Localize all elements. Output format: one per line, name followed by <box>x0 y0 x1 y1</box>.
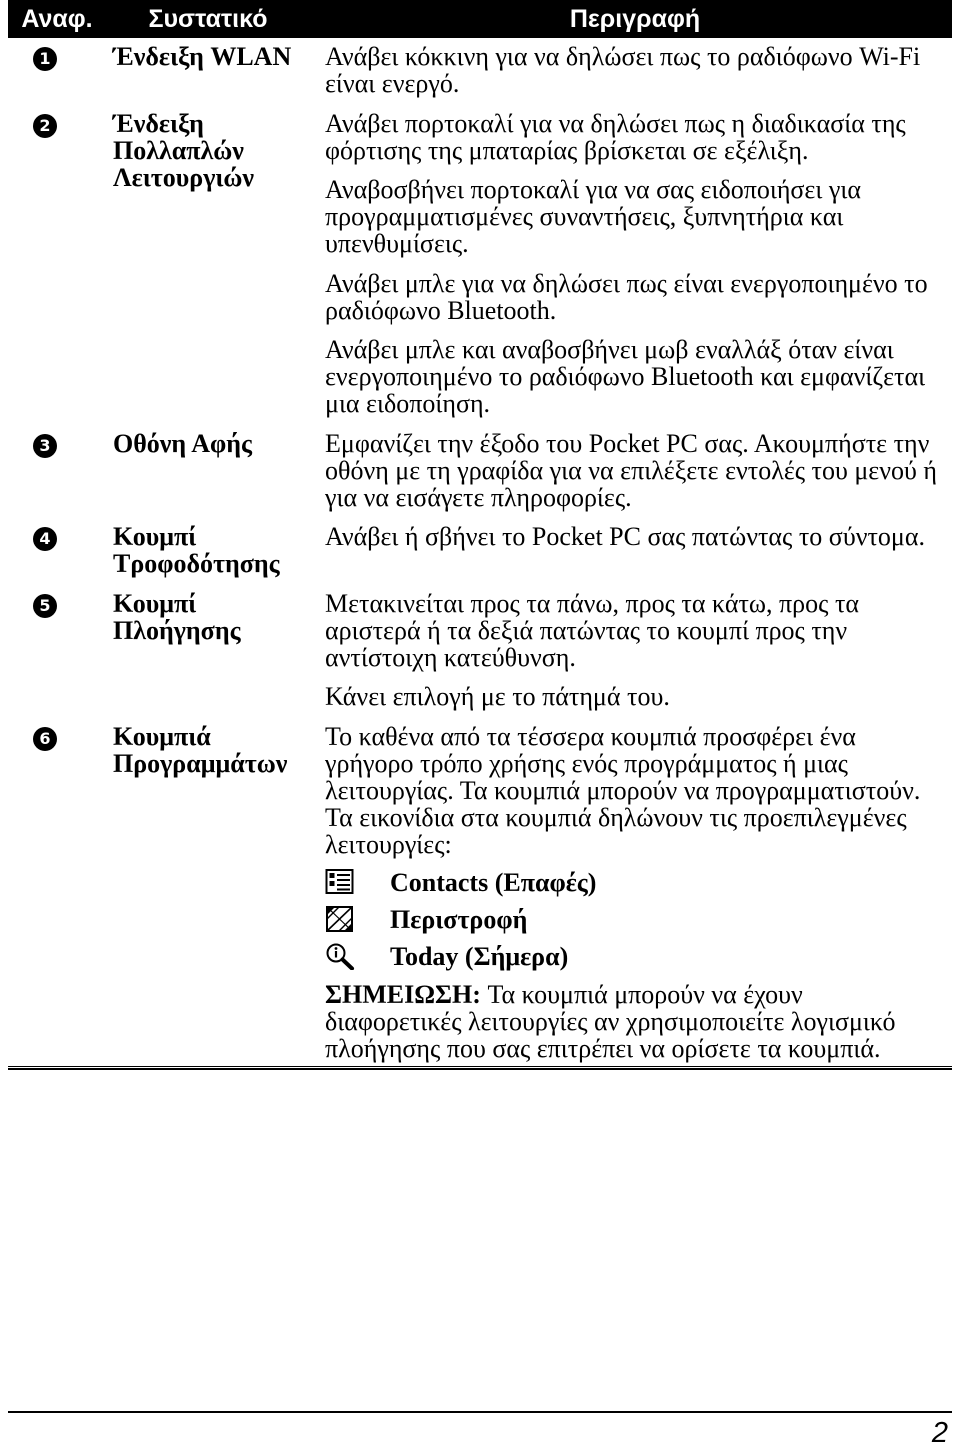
component-name-line: Λειτουργιών <box>113 162 255 192</box>
description-line: Αναβοσβήνει πορτοκαλί για να σας ειδοποιήσει για <box>325 175 861 204</box>
note-first-line <box>325 981 955 1008</box>
component-name-line: Ένδειξη <box>113 108 204 138</box>
description-line: Ανάβει μπλε και αναβοσβήνει μωβ εναλλάξ όταν είναι <box>325 335 894 364</box>
table-header <box>8 0 952 38</box>
default-function-label: Contacts (Επαφές) <box>390 867 597 897</box>
ref-cell <box>0 430 113 511</box>
description-line: οθόνη με τη γραφίδα για να επιλέξετε εντολές του μενού ή <box>325 455 937 485</box>
description-line: λειτουργίες: <box>325 829 452 859</box>
description-line: ραδιόφωνο Bluetooth. <box>325 295 557 325</box>
ref-cell <box>0 523 113 577</box>
description-line: μια ειδοποίηση. <box>325 389 491 418</box>
component-table <box>0 43 955 1070</box>
description-line: αντίστοιχη κατεύθυνση. <box>325 642 576 672</box>
ref-marker-4: 4 <box>33 527 57 551</box>
description-line: Ανάβει ή σβήνει το Pocket PC σας πατώντας το σύντομα. <box>325 522 925 551</box>
component-name-line: Πλοήγησης <box>113 615 241 645</box>
rotation-icon <box>325 905 355 933</box>
component-name-line: Κουμπί <box>113 588 197 618</box>
note-text-line: πλοήγησης που σας επιτρέπει να ορίσετε τα κουμπιά. <box>325 1033 881 1063</box>
description-paragraph <box>325 43 955 97</box>
description-line: αριστερά ή τα δεξιά πατώντας το κουμπί προς την <box>325 615 848 645</box>
ref-cell <box>0 43 113 97</box>
description-cell <box>325 43 955 97</box>
component-name-line: Τροφοδότησης <box>113 549 280 578</box>
description-cell <box>325 723 955 1062</box>
description-line: γρήγορο τρόπο χρήσης ενός προγράμματος ή μιας <box>325 748 848 778</box>
component-name-line: Κουμπί <box>113 522 197 551</box>
ref-cell <box>0 110 113 418</box>
description-line: για να εισάγετε πληροφορίες. <box>325 482 632 512</box>
footer-rule <box>8 1411 952 1413</box>
description-cell <box>325 430 955 511</box>
default-function-item <box>325 938 955 975</box>
table-bottom-rule <box>8 1066 952 1070</box>
component-name <box>113 43 325 97</box>
component-name-line: Οθόνη Αφής <box>113 428 252 458</box>
ref-cell <box>0 590 113 711</box>
description-paragraph <box>325 430 955 511</box>
component-name <box>113 430 325 511</box>
note-text-line: διαφορετικές λειτουργίες αν χρησιμοποιείτε λογισμικό <box>325 1006 896 1036</box>
description-paragraph <box>325 270 955 324</box>
description-line: Μετακινείται προς τα πάνω, προς τα κάτω, προς τα <box>325 588 860 618</box>
description-cell <box>325 523 955 577</box>
description-line: Ανάβει μπλε για να δηλώσει πως είναι ενεργοποιημένο το <box>325 268 928 298</box>
description-line: ενεργοποιημένο το ραδιόφωνο Bluetooth και εμφανίζεται <box>325 362 926 391</box>
component-name-line: Προγραμμάτων <box>113 748 288 778</box>
component-name-line: Πολλαπλών <box>113 135 244 165</box>
description-cell <box>325 110 955 418</box>
ref-marker-5: 5 <box>33 594 57 618</box>
header-component: Συστατικό <box>148 5 268 33</box>
header-description: Περιγραφή <box>569 5 701 33</box>
default-function-item <box>325 864 955 901</box>
row-navigation-button <box>0 590 955 711</box>
description-paragraph <box>325 523 955 550</box>
description-paragraph <box>325 336 955 417</box>
description-line: Εμφανίζει την έξοδο του Pocket PC σας. Ακουμπήστε την <box>325 428 930 458</box>
description-line: Ανάβει κόκκινη για να δηλώσει πως το ραδιόφωνο Wi-Fi <box>325 42 921 71</box>
description-paragraph <box>325 683 955 710</box>
description-line: Τα εικονίδια στα κουμπιά δηλώνουν τις προεπιλεγμένες <box>325 802 907 832</box>
note-text-line: Τα κουμπιά μπορούν να έχουν <box>487 979 803 1009</box>
row-touch-screen <box>0 430 955 511</box>
ref-marker-2: 2 <box>33 114 57 138</box>
header-ref: Αναφ. <box>21 5 93 33</box>
row-multifunction-indicator <box>0 110 955 418</box>
description-line: Ανάβει πορτοκαλί για να δηλώσει πως η διαδικασία της <box>325 108 906 138</box>
description-paragraph <box>325 176 955 257</box>
component-name <box>113 590 325 711</box>
description-cell <box>325 590 955 711</box>
default-function-label: Περιστροφή <box>390 904 528 934</box>
description-line: προγραμματισμένες συναντήσεις, ξυπνητήρια και <box>325 202 844 231</box>
description-line: υπενθυμίσεις. <box>325 229 469 258</box>
note <box>325 981 955 1062</box>
contacts-icon <box>325 868 355 896</box>
component-name <box>113 723 325 1062</box>
note-label: ΣΗΜΕΙΩΣΗ: <box>325 979 481 1009</box>
today-icon <box>325 942 355 970</box>
default-functions-list <box>325 864 955 975</box>
default-function-label: Today (Σήμερα) <box>390 941 569 971</box>
ref-marker-6: 6 <box>33 727 57 751</box>
component-name <box>113 110 325 418</box>
description-line: λειτουργίας. Τα κουμπιά μπορούν να προγραμματιστούν. <box>325 775 921 805</box>
description-line: Το καθένα από τα τέσσερα κουμπιά προσφέρει ένα <box>325 721 856 751</box>
ref-marker-1: 1 <box>33 47 57 71</box>
component-name-line: Ένδειξη WLAN <box>113 42 292 71</box>
component-name <box>113 523 325 577</box>
row-wlan-indicator <box>0 43 955 97</box>
ref-cell <box>0 723 113 1062</box>
description-paragraph <box>325 723 955 858</box>
description-line: φόρτισης της μπαταρίας βρίσκεται σε εξέλιξη. <box>325 135 809 165</box>
row-program-buttons <box>0 723 955 1062</box>
description-line: είναι ενεργό. <box>325 69 460 98</box>
description-line: Κάνει επιλογή με το πάτημά του. <box>325 682 670 711</box>
page-number: 2 <box>931 1417 948 1449</box>
description-paragraph <box>325 590 955 671</box>
component-name-line: Κουμπιά <box>113 721 211 751</box>
ref-marker-3: 3 <box>33 434 57 458</box>
description-paragraph <box>325 110 955 164</box>
row-power-button <box>0 523 955 577</box>
default-function-item <box>325 901 955 938</box>
